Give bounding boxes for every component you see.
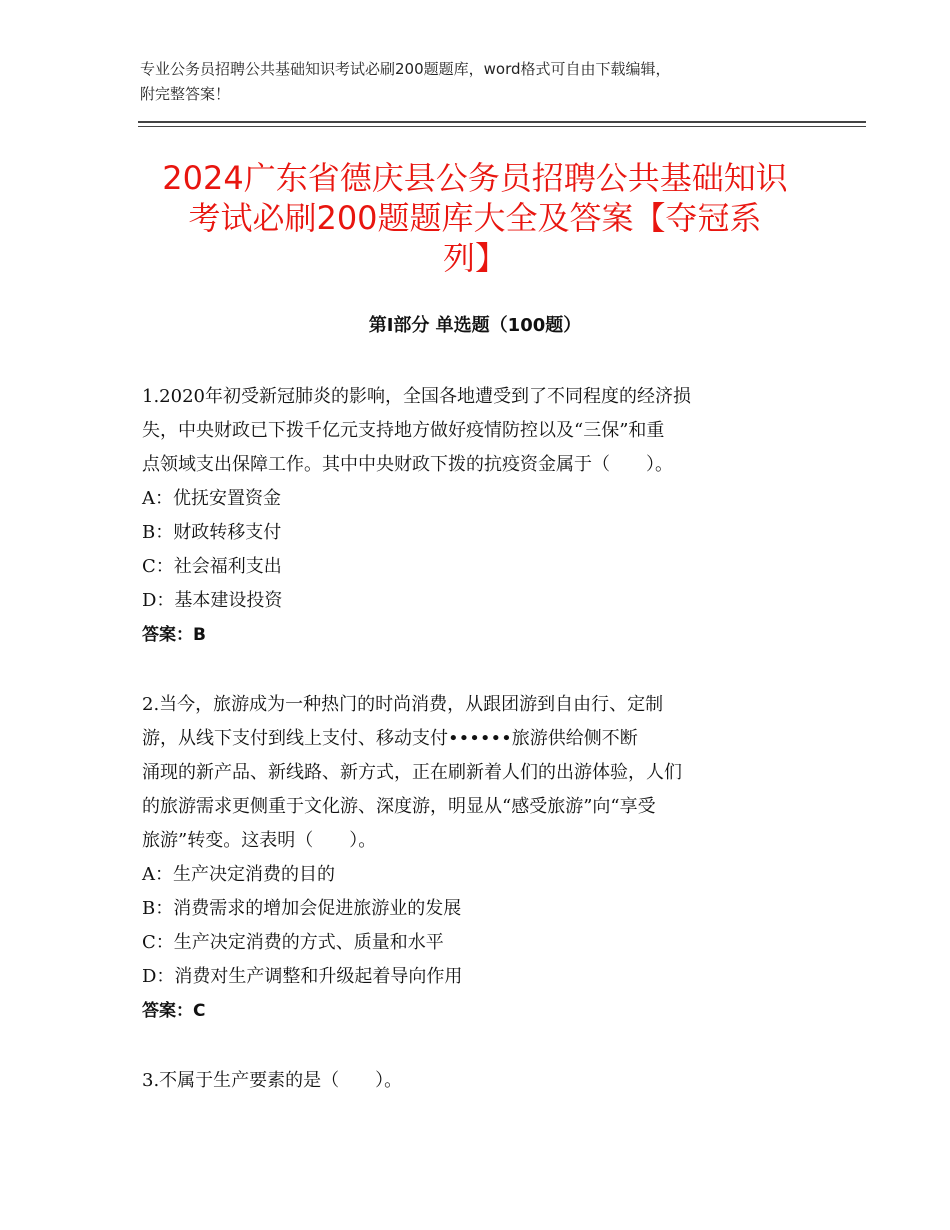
document-title: [140, 158, 810, 278]
question-text-line: 旅游”转变。这表明（ ）。: [142, 830, 377, 851]
title-line: 2024广东省德庆县公务员招聘公共基础知识: [162, 159, 788, 197]
header-note-line: 附完整答案！: [140, 85, 231, 103]
header-divider: [138, 121, 866, 123]
question-text-line: 3.不属于生产要素的是（ ）。: [142, 1070, 403, 1091]
header-divider-thin: [138, 126, 866, 127]
option-a: A：优抚安置资金: [142, 488, 281, 509]
question-text-line: 1.2020年初受新冠肺炎的影响，全国各地遭受到了不同程度的经济损: [142, 386, 691, 407]
question-text-line: 失，中央财政已下拨千亿元支持地方做好疫情防控以及“三保”和重: [142, 420, 665, 441]
question-text-line: 点领域支出保障工作。其中中央财政下拨的抗疫资金属于（ ）。: [142, 454, 673, 475]
question-text-line: 游，从线下支付到线上支付、移动支付••••••旅游供给侧不断: [142, 728, 638, 749]
header-note-line: 专业公务员招聘公共基础知识考试必刷200题题库，word格式可自由下载编辑，: [140, 60, 671, 78]
question-text-line: 涌现的新产品、新线路、新方式，正在刷新着人们的出游体验，人们: [142, 762, 682, 783]
title-line: 考试必刷200题题库大全及答案【夺冠系: [188, 199, 762, 237]
option-c: C：生产决定消费的方式、质量和水平: [142, 932, 444, 953]
question-text-line: 的旅游需求更侧重于文化游、深度游，明显从“感受旅游”向“享受: [142, 796, 656, 817]
section-title: 第I部分 单选题（100题）: [368, 315, 582, 336]
option-b: B：消费需求的增加会促进旅游业的发展: [142, 898, 462, 919]
option-d: D：消费对生产调整和升级起着导向作用: [142, 966, 463, 987]
option-b: B：财政转移支付: [142, 522, 282, 543]
title-line: 列】: [442, 239, 507, 277]
question-text-line: 2.当今，旅游成为一种热门的时尚消费，从跟团游到自由行、定制: [142, 694, 664, 715]
option-d: D：基本建设投资: [142, 590, 283, 611]
option-c: C：社会福利支出: [142, 556, 282, 577]
answer: 答案：B: [142, 625, 206, 645]
header-note: [140, 57, 820, 107]
answer: 答案：C: [142, 1001, 206, 1021]
option-a: A：生产决定消费的目的: [142, 864, 335, 885]
